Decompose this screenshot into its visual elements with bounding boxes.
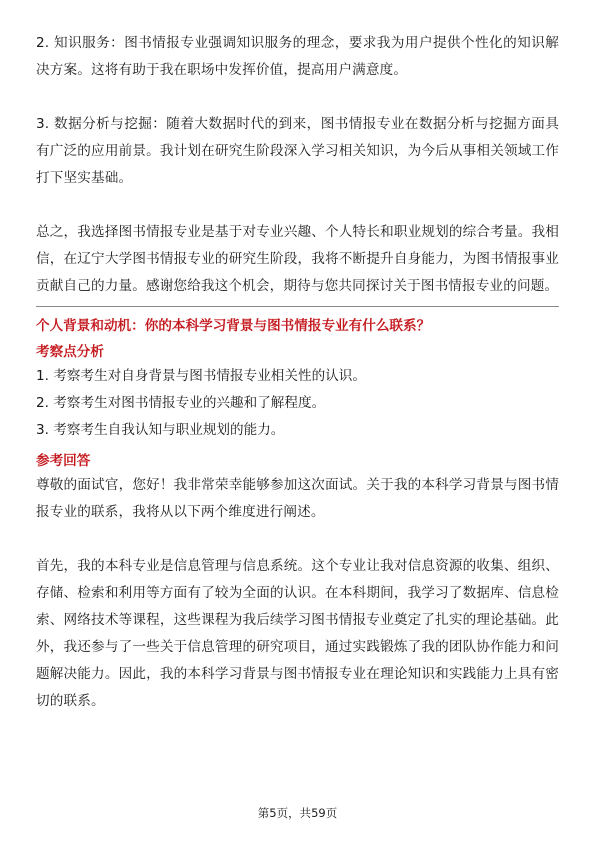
section-divider [36,306,559,307]
analysis-point: 1. 考察考生对自身背景与图书情报专业相关性的认识。 [36,368,366,384]
analysis-point: 2. 考察考生对图书情报专业的兴趣和了解程度。 [36,395,326,411]
analysis-heading: 考察点分析 [36,344,104,360]
paragraph-gap [36,84,559,111]
paragraph-conclusion: 总之，我选择图书情报专业是基于对专业兴趣、个人特长和职业规划的综合考量。我相信，在辽宁大学图书情报专业的研究生阶段，我将不断提升自身能力，为图书情报事业贡献自己的力量。感谢您给我这个机会，期待与您共同探讨关于图书情报专业的问题。 [36,224,559,294]
paragraph-gap [36,526,559,553]
question-title: 个人背景和动机：你的本科学习背景与图书情报专业有什么联系？ [36,318,431,334]
page-number-footer: 第5页，共59页 [257,806,338,820]
paragraph-data-analysis: 3. 数据分析与挖掘：随着大数据时代的到来，图书情报专业在数据分析与挖掘方面具有广泛的应用前景。我计划在研究生阶段深入学习相关知识，为今后从事相关领域工作打下坚实基础。 [36,116,559,186]
answer-heading: 参考回答 [36,453,91,469]
answer-paragraph-greeting: 尊敬的面试官，您好！我非常荣幸能够参加这次面试。关于我的本科学习背景与图书情报专业的联系，我将从以下两个维度进行阐述。 [36,477,559,520]
page-content [36,30,559,715]
paragraph-knowledge-service: 2. 知识服务：图书情报专业强调知识服务的理念，要求我为用户提供个性化的知识解决方案。这将有助于我在职场中发挥价值，提高用户满意度。 [36,35,559,78]
answer-paragraph-major: 首先，我的本科专业是信息管理与信息系统。这个专业让我对信息资源的收集、组织、存储、检索和利用等方面有了较为全面的认识。在本科期间，我学习了数据库、信息检索、网络技术等课程，这些课程为我后续学习图书情报专业奠定了扎实的理论基础。此外，我还参与了一些关于信息管理的研究项目，通过实践锻炼了我的团队协作能力和问题解决能力。因此，我的本科学习背景与图书情报专业在理论知识和实践能力上具有密切的联系。 [36,558,559,709]
paragraph-gap [36,192,559,219]
analysis-point: 3. 考察考生自我认知与职业规划的能力。 [36,422,285,438]
